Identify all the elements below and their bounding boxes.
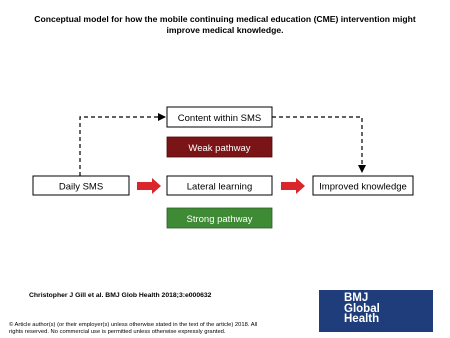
bmj-global-health-logo	[319, 290, 433, 332]
node-improved-knowledge	[313, 176, 413, 195]
node-content-within-sms-label: Content within SMS	[177, 113, 262, 124]
copyright-line-1: © Article author(s) (or their employer(s) unless otherwise stated in the text of the article) 2018. All	[9, 322, 258, 328]
copyright-notice	[9, 322, 309, 336]
logo-line-1: BMJ	[344, 292, 369, 304]
node-strong-pathway	[167, 208, 272, 228]
logo-line-3: Health	[344, 313, 380, 325]
node-daily-sms	[33, 176, 129, 195]
node-daily-sms-label: Daily SMS	[58, 181, 104, 193]
node-improved-knowledge-label: Improved knowledge	[319, 181, 407, 193]
node-weak-pathway	[167, 137, 272, 157]
logo-line-2: Global	[344, 302, 380, 315]
dashed-edge-content-to-improved	[272, 117, 362, 172]
title-line-1: Conceptual model for how the mobile continuing medical education (CME) intervention might	[34, 14, 416, 24]
citation: Christopher J Gill et al. BMJ Glob Health 2018;3:e000632	[29, 292, 212, 299]
node-content-within-sms	[167, 107, 272, 127]
node-strong-pathway-label: Strong pathway	[186, 214, 253, 225]
dashed-edge-daily-to-content	[80, 117, 165, 176]
node-lateral-learning	[167, 176, 272, 195]
copyright-line-2: rights reserved. No commercial use is permitted unless otherwise expressly granted.	[9, 329, 226, 335]
red-arrow-daily-to-lateral	[137, 178, 161, 194]
node-lateral-learning-label: Lateral learning	[186, 181, 253, 193]
red-arrow-lateral-to-improved	[281, 178, 305, 194]
title-line-2: improve medical knowledge.	[166, 25, 284, 35]
node-weak-pathway-label: Weak pathway	[188, 143, 251, 154]
